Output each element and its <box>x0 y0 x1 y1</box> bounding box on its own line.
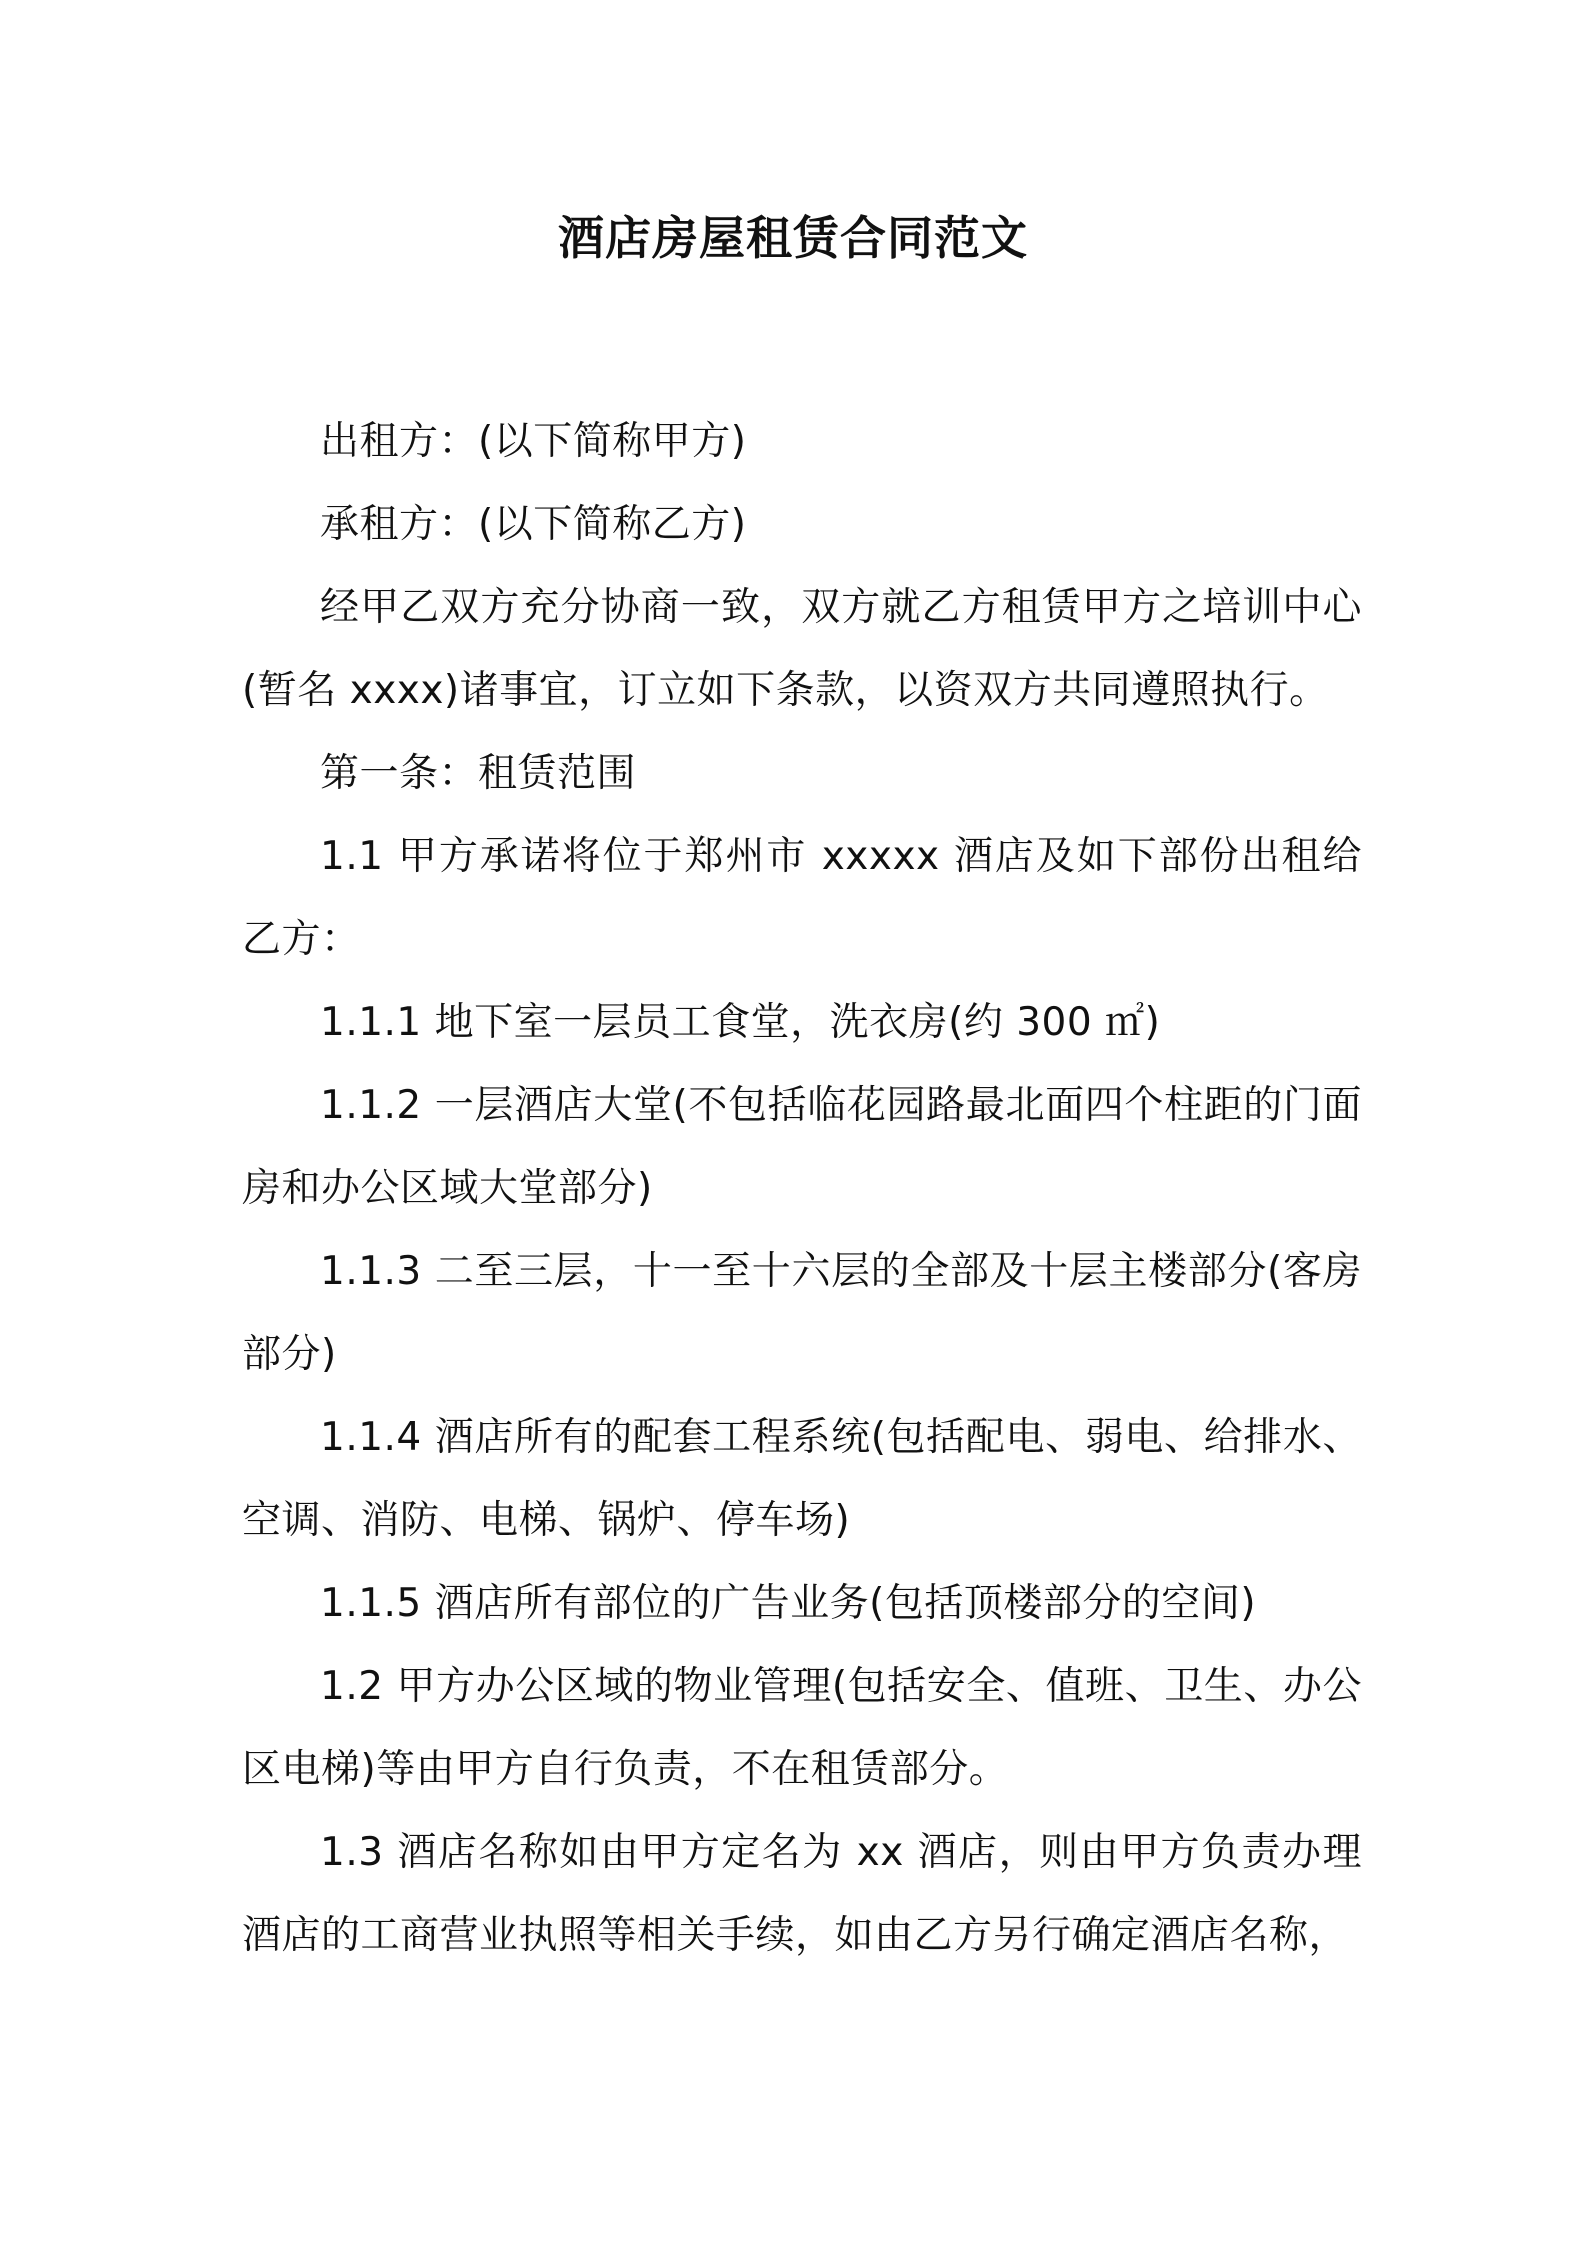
paragraph-lessor: 出租方：(以下简称甲方) <box>320 419 747 464</box>
paragraph-lessee: 承租方：(以下简称乙方) <box>320 502 747 547</box>
paragraph-article-1-heading: 第一条：租赁范围 <box>320 751 637 796</box>
paragraph-preamble: 经甲乙双方充分协商一致，双方就乙方租赁甲方之培训中心(暂名 xxxx)诸事宜，订立如下条款，以资双方共同遵照执行。 <box>242 585 1362 713</box>
paragraph-clause-1-1-3: 1.1.3 二至三层，十一至十六层的全部及十层主楼部分(客房部分) <box>242 1249 1362 1377</box>
paragraph-clause-1-2: 1.2 甲方办公区域的物业管理(包括安全、值班、卫生、办公区电梯)等由甲方自行负责，不在租赁部分。 <box>242 1664 1362 1792</box>
paragraph-clause-1-3: 1.3 酒店名称如由甲方定名为 xx 酒店，则由甲方负责办理酒店的工商营业执照等相关手续，如由乙方另行确定酒店名称， <box>242 1830 1362 1958</box>
paragraph-clause-1-1-4: 1.1.4 酒店所有的配套工程系统(包括配电、弱电、给排水、空调、消防、电梯、锅炉、停车场) <box>242 1415 1362 1543</box>
paragraph-clause-1-1-1: 1.1.1 地下室一层员工食堂，洗衣房(约 300 ㎡) <box>320 1000 1161 1045</box>
paragraph-clause-1-1-2: 1.1.2 一层酒店大堂(不包括临花园路最北面四个柱距的门面房和办公区域大堂部分) <box>242 1083 1362 1211</box>
paragraph-clause-1-1: 1.1 甲方承诺将位于郑州市 xxxxx 酒店及如下部份出租给乙方： <box>242 834 1362 962</box>
paragraph-clause-1-1-5: 1.1.5 酒店所有部位的广告业务(包括顶楼部分的空间) <box>320 1581 1257 1626</box>
document-title: 酒店房屋租赁合同范文 <box>558 211 1028 265</box>
document-body <box>242 400 1362 1977</box>
